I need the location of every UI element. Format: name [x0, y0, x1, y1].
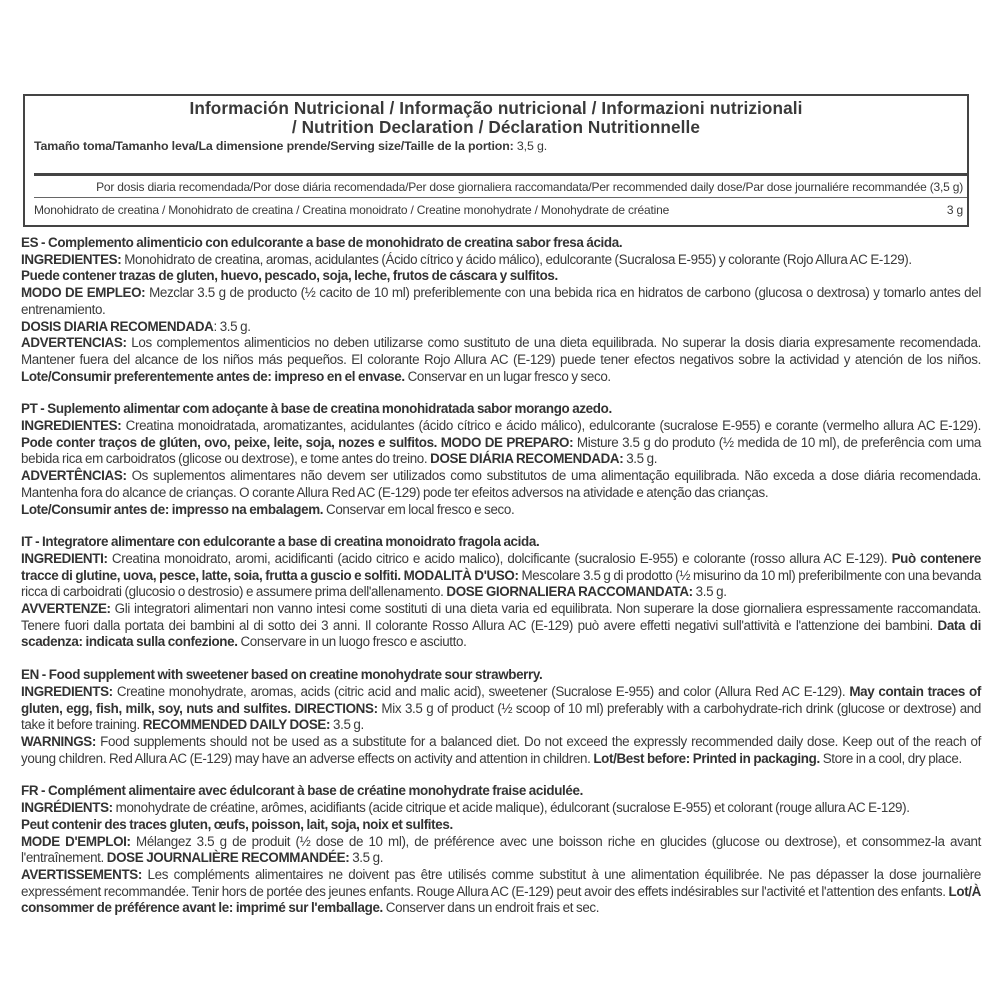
nutrition-title — [25, 99, 967, 137]
it-use-text: Mescolare 3.5 g di prodotto (½ misurino da 10 ml) preferibilmente con una bevanda ricca di carboidrati (glucosio o destrosio) e assumere prima dell'allenamento. — [21, 567, 981, 600]
section-en — [21, 667, 981, 767]
fr-ingredients-label: INGRÉDIENTS: — [21, 800, 113, 816]
es-warnings-label: ADVERTENCIAS: — [21, 335, 127, 351]
section-es — [21, 235, 981, 385]
table-divider-thin — [34, 197, 967, 198]
es-ingredients-text: Monohidrato de creatina, aromas, acidulantes (Ácido cítrico y ácido málico), edulcorante (Sucralosa E-955) y colorante (Rojo Allura AC E-129). — [121, 251, 912, 267]
es-lot-text: Conservar en un lugar fresco y seco. — [404, 368, 611, 384]
serving-size-value: 3,5 g. — [516, 139, 548, 153]
es-use-label: MODO DE EMPLEO: — [21, 285, 146, 301]
en-dose-text: 3.5 g. — [330, 717, 364, 733]
en-warnings-label: WARNINGS: — [21, 733, 96, 749]
it-use-label: MODALITÀ D'USO: — [400, 567, 519, 583]
nutrition-table — [23, 94, 969, 227]
es-warnings-text: Los complementos alimenticios no deben utilizarse como sustituto de una dieta equilibrada. No superar la dosis diaria expresamente recomendada. Mantener fuera del alcance de los niños más pequeños. El colorante Rojo Allura AC (E-129) puede tener efectos negativos sobre la actividad y atención de los niños. — [21, 335, 981, 367]
serving-size-label: Tamaño toma/Tamanho leva/La dimensione prende/Serving size/Taille de la portion: — [34, 139, 514, 153]
it-ingredients-text: Creatina monoidrato, aromi, acidificanti (acido citrico e acido malico), dolcificante (sucralosio E-955) e colorante (rosso allura AC E-129). — [107, 550, 892, 566]
en-lot-text: Store in a cool, dry place. — [819, 750, 962, 766]
pt-allergens: Pode conter traços de glúten, ovo, peixe, leite, soja, nozes e sulfitos. — [21, 434, 438, 450]
es-allergens: Puede contener trazas de gluten, huevo, pescado, soja, leche, frutos de cáscara y sulfitos. — [21, 268, 558, 284]
pt-ingredients-label: INGREDIENTES: — [21, 418, 122, 434]
fr-use-text: Mélangez 3.5 g de produit (½ dose de 10 ml), de préférence avec une boisson riche en glucides (glucose ou dextrose), et consommez-la avant l'entraînement. — [21, 833, 982, 866]
fr-warnings-label: AVERTISSEMENTS: — [21, 866, 142, 882]
pt-warnings-label: ADVERTÊNCIAS: — [21, 468, 127, 484]
it-ingredients-label: INGREDIENTI: — [21, 550, 108, 566]
en-lot-label: Lot/Best before: Printed in packaging. — [593, 750, 820, 766]
es-lot-label: Lote/Consumir preferentemente antes de: impreso en el envase. — [21, 368, 405, 384]
fr-lot-label: Lot/À consommer de préférence avant le: imprimé sur l'emballage. — [21, 883, 981, 916]
en-ingredients-text: Creatine monohydrate, aromas, acids (citric acid and malic acid), sweetener (Sucralose E-955) and color (Allura Red AC E-129). — [112, 683, 850, 699]
nutrition-title-line1: Información Nutricional / Informação nutricional / Informazioni nutrizionali — [189, 98, 803, 118]
it-lot-label: Data di scadenza: indicata sulla confezione. — [21, 617, 981, 650]
fr-use-label: MODE D'EMPLOI: — [21, 833, 131, 849]
es-dose-text: : 3.5 g. — [213, 318, 251, 334]
it-dose-text: 3.5 g. — [692, 584, 727, 600]
nutrition-title-line2: / Nutrition Declaration / Déclaration Nutritionnelle — [291, 117, 701, 137]
fr-ingredients-text: monohydrate de créatine, arômes, acidifiants (acide citrique et acide malique), édulcorant (sucralose E-955) et colorant (rouge allura AC E-129). — [112, 800, 910, 816]
pt-heading: PT - Suplemento alimentar com adoçante à base de creatina monohidratada sabor morango azedo. — [21, 401, 612, 417]
table-divider-thick — [34, 173, 967, 176]
en-use-text: Mix 3.5 g of product (½ scoop of 10 ml) preferably with a carbohydrate-rich drink (glucose or dextrose) and take it before training. — [21, 700, 982, 733]
en-dose-label: RECOMMENDED DAILY DOSE: — [142, 717, 331, 733]
section-it — [21, 534, 981, 651]
section-fr — [21, 783, 981, 917]
dose-column-header: Por dosis diaria recomendada/Por dose diária recomendada/Per dose giornaliera raccomandata/Per recommended daily dose/Par dose journaliére recommandée (3,5 g) — [96, 180, 963, 194]
en-warnings-text: Food supplements should not be used as a substitute for a balanced diet. Do not exceed the expressly recommended daily dose. Keep out of the reach of young children. Red Allura AC (E-129) may have an adverse effects on activity and attention in children. — [21, 733, 981, 766]
fr-warnings-text: Les compléments alimentaires ne doivent pas être utilisés comme substitut à une alimentation équilibrée. Ne pas dépasser la dose journalière expressément recommandée. Tenir hors de portée des jeunes enfants. Rouge Allura AC (E-129) peut avoir des effets indésirables sur l'activité et l'attention des enfants. — [21, 866, 981, 899]
pt-warnings-text: Os suplementos alimentares não devem ser utilizados como substitutos de uma alimentação equilibrada. Não exceda a dose diária recomendada. Mantenha fora do alcance de crianças. O corante Allura Red AC (E-129) pode ter efeitos adversos na atividade e atenção das crianças. — [21, 468, 981, 500]
en-ingredients-label: INGREDIENTS: — [21, 683, 113, 699]
es-dose-label: DOSIS DIARIA RECOMENDADA — [21, 318, 214, 334]
fr-dose-label: DOSE JOURNALIÈRE RECOMMANDÉE: — [106, 850, 350, 866]
it-warnings-label: AVVERTENZE: — [21, 601, 111, 617]
serving-size — [34, 139, 547, 153]
pt-use-label: MODO DE PREPARO: — [437, 434, 574, 450]
fr-heading: FR - Complément alimentaire avec édulcorant à base de créatine monohydrate fraise acidulée. — [21, 783, 583, 799]
it-dose-label: DOSE GIORNALIERA RACCOMANDATA: — [446, 584, 693, 600]
en-allergens: May contain traces of gluten, egg, fish, milk, soy, nuts and sulfites. — [21, 683, 981, 716]
table-row — [34, 203, 963, 217]
es-ingredients-label: INGREDIENTES: — [21, 251, 122, 267]
it-allergens: Può contenere tracce di glutine, uova, pesce, latte, soia, frutta a guscio e solfiti. — [21, 550, 981, 583]
section-pt — [21, 401, 981, 518]
row-name: Monohidrato de creatina / Monohidrato de creatina / Creatina monoidrato / Creatine monohydrate / Monohydrate de créatine — [34, 203, 670, 217]
es-use-text: Mezclar 3.5 g de producto (½ cacito de 10 ml) preferiblemente con una bebida rica en hidratos de carbono (glucosa o dextrosa) y tomarlo antes del entrenamiento. — [21, 285, 981, 317]
fr-lot-text: Conserver dans un endroit frais et sec. — [382, 900, 600, 916]
it-warnings-text: Gli integratori alimentari non vanno intesi come sostituti di una dieta varia ed equilibrata. Non superare la dose giornaliera espressamente raccomandata. Tenere fuori dalla portata dei bambini al di sotto dei 3 anni. Il colorante Rosso Allura AC (E-129) può avere effetti negativi sull'attività e l'attenzione dei bambini. — [21, 601, 981, 633]
fr-allergens: Peut contenir des traces gluten, œufs, poisson, lait, soja, noix et sulfites. — [21, 816, 453, 832]
es-heading: ES - Complemento alimenticio con edulcorante a base de monohidrato de creatina sabor fresa ácida. — [21, 235, 623, 250]
it-lot-text: Conservare in un luogo fresco e asciutto. — [237, 634, 467, 650]
pt-dose-label: DOSE DIÁRIA RECOMENDADA: — [430, 451, 624, 467]
row-value: 3 g — [946, 203, 963, 217]
pt-lot-text: Conservar em local fresco e seco. — [323, 501, 515, 517]
pt-ingredients-text: Creatina monoidratada, aromatizantes, acidulantes (ácido cítrico e ácido málico), edulcorante (sucralose E-955) e corante (vermelho allura AC E-129). — [121, 418, 981, 434]
it-heading: IT - Integratore alimentare con edulcorante a base di creatina monoidrato fragola acida. — [21, 534, 540, 550]
label-sections — [21, 235, 981, 917]
fr-dose-text: 3.5 g. — [349, 850, 384, 866]
pt-use-text: Misture 3.5 g do produto (½ medida de 10 ml), de preferência com uma bebida rica em carboidratos (glicose ou dextrose), e tome antes do treino. — [21, 434, 982, 467]
pt-lot-label: Lote/Consumir antes de: impresso na embalagem. — [21, 501, 324, 517]
pt-dose-text: 3.5 g. — [623, 451, 658, 467]
en-use-label: DIRECTIONS: — [290, 700, 378, 716]
en-heading: EN - Food supplement with sweetener based on creatine monohydrate sour strawberry. — [21, 667, 543, 683]
